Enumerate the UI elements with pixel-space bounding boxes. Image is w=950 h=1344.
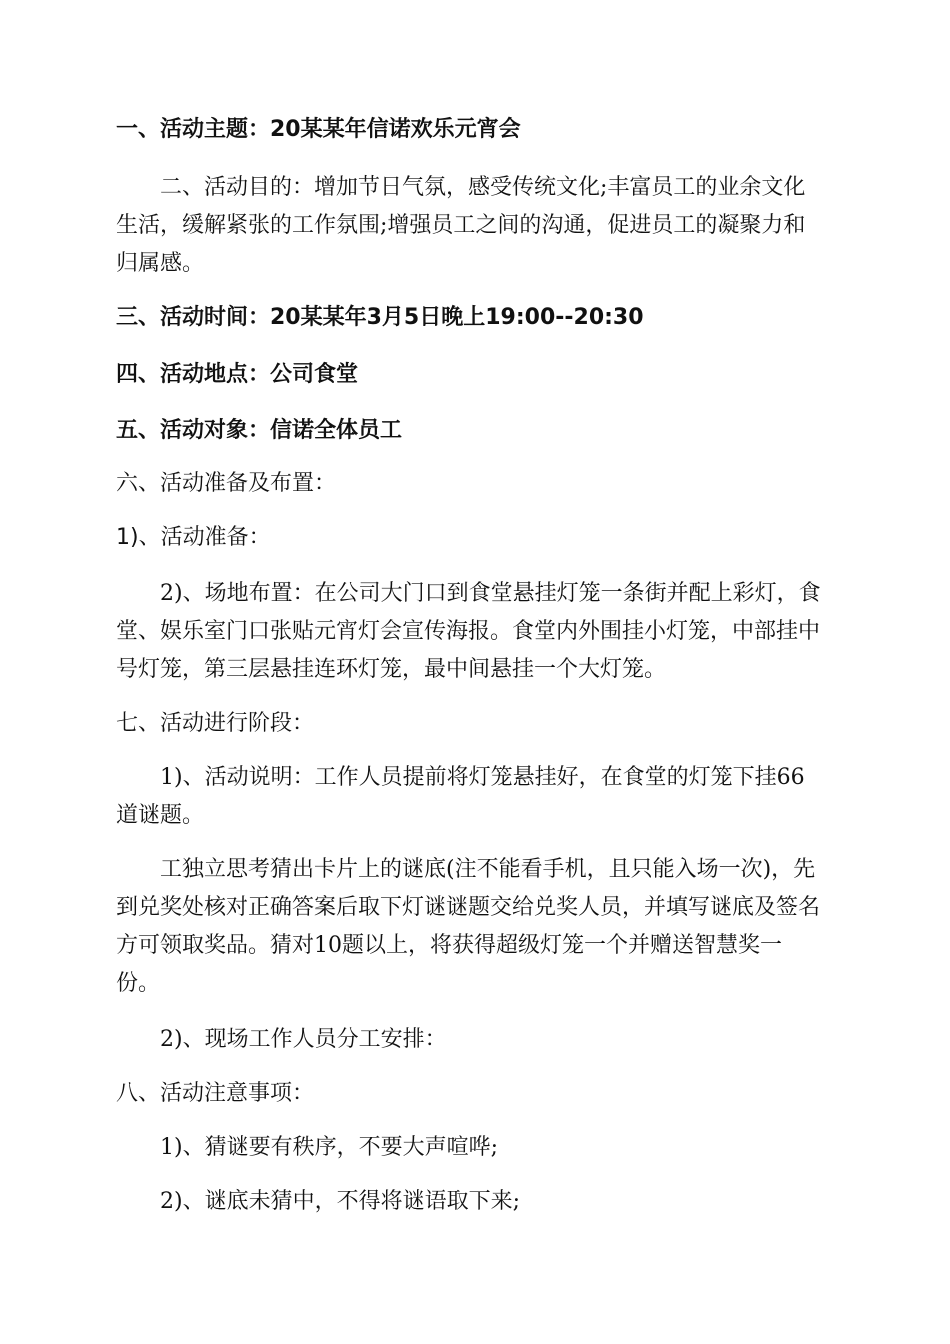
section-8-heading: 八、活动注意事项： [116, 1081, 315, 1106]
section-3-time: 三、活动时间：20某某年3月5日晚上19:00--20:30 [116, 305, 644, 330]
section-7-item-1-line-2: 道谜题。 [116, 803, 205, 828]
section-7-heading: 七、活动进行阶段： [116, 711, 315, 736]
section-4-location: 四、活动地点：公司食堂 [116, 362, 359, 387]
section-6-item-2-line-3: 号灯笼，第三层悬挂连环灯笼，最中间悬挂一个大灯笼。 [116, 657, 667, 682]
section-6-item-1: 1)、活动准备： [116, 525, 271, 550]
section-7-body-line-4: 份。 [116, 971, 161, 996]
section-7-body-line-2: 到兑奖处核对正确答案后取下灯谜谜题交给兑奖人员，并填写谜底及签名 [116, 895, 821, 920]
section-2-purpose-line-1: 二、活动目的：增加节日气氛，感受传统文化;丰富员工的业余文化 [160, 175, 806, 200]
section-2-purpose-line-2: 生活，缓解紧张的工作氛围;增强员工之间的沟通，促进员工的凝聚力和 [116, 213, 806, 238]
section-6-heading: 六、活动准备及布置： [116, 471, 337, 496]
section-2-purpose-line-3: 归属感。 [116, 251, 205, 276]
section-8-item-1: 1)、猜谜要有秩序，不要大声喧哗; [160, 1135, 498, 1160]
section-7-body-line-3: 方可领取奖品。猜对10题以上，将获得超级灯笼一个并赠送智慧奖一 [116, 933, 782, 958]
section-6-item-2-line-1: 2)、场地布置：在公司大门口到食堂悬挂灯笼一条街并配上彩灯，食 [160, 581, 821, 606]
section-5-audience: 五、活动对象：信诺全体员工 [116, 418, 403, 443]
section-7-item-2: 2)、现场工作人员分工安排： [160, 1027, 447, 1052]
section-1-theme: 一、活动主题：20某某年信诺欢乐元宵会 [116, 117, 521, 142]
section-7-body-line-1: 工独立思考猜出卡片上的谜底(注不能看手机，且只能入场一次)，先 [160, 857, 816, 882]
section-6-item-2-line-2: 堂、娱乐室门口张贴元宵灯会宣传海报。食堂内外围挂小灯笼，中部挂中 [116, 619, 821, 644]
section-8-item-2: 2)、谜底未猜中，不得将谜语取下来; [160, 1189, 520, 1214]
section-7-item-1-line-1: 1)、活动说明：工作人员提前将灯笼悬挂好，在食堂的灯笼下挂66 [160, 765, 805, 790]
